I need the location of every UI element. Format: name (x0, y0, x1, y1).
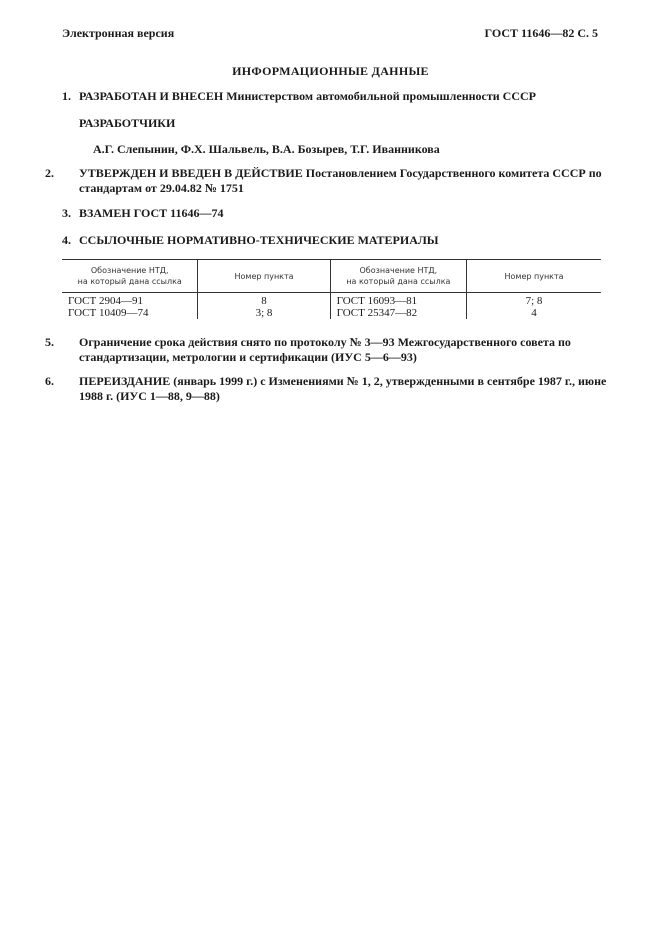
header-ntd-line2: на который дана ссылка (346, 277, 451, 286)
developers-list: А.Г. Слепынин, Ф.Х. Шальвель, В.А. Бозырев, Т.Г. Иванникова (93, 142, 440, 156)
cell-ntd: ГОСТ 10409—74 (62, 307, 198, 319)
section-number: 2. (45, 166, 54, 180)
header-ntd-line1: Обозначение НТД, (359, 266, 438, 275)
developers-heading: РАЗРАБОТЧИКИ (79, 116, 176, 130)
header-standard-page: ГОСТ 11646—82 С. 5 (484, 26, 598, 40)
section-number: 4. (62, 233, 71, 247)
section-1 (62, 89, 600, 104)
header-ntd-line1: Обозначение НТД, (90, 266, 169, 275)
cell-item: 3; 8 (198, 307, 330, 319)
section-text: ССЫЛОЧНЫЕ НОРМАТИВНО-ТЕХНИЧЕСКИЕ МАТЕРИАЛЫ (79, 233, 439, 247)
cell-item: 4 (531, 307, 537, 319)
section-6 (45, 374, 617, 404)
section-2 (45, 166, 617, 196)
section-number: 5. (45, 335, 54, 349)
column-header-item: Номер пункта (467, 260, 601, 293)
section-text: ПЕРЕИЗДАНИЕ (январь 1999 г.) с Изменениями № 1, 2, утвержденными в сентябре 1987 г., июне 1988 г. (ИУС 1—88, 9—88) (79, 374, 607, 403)
column-header-ntd (330, 260, 466, 293)
section-text: РАЗРАБОТАН И ВНЕСЕН Министерством автомобильной промышленности СССР (79, 89, 536, 103)
cell-item: 7; 8 (525, 295, 543, 307)
section-text: УТВЕРЖДЕН И ВВЕДЕН В ДЕЙСТВИЕ Постановлением Государственного комитета СССР по стандартам от 29.04.82 № 1751 (79, 166, 602, 195)
cell-ntd: ГОСТ 2904—91 (62, 293, 198, 308)
section-5 (45, 335, 617, 365)
table-row (62, 307, 601, 319)
header-ntd-line2: на который дана ссылка (77, 277, 182, 286)
cell-item: 8 (198, 293, 330, 308)
cell-ntd: ГОСТ 25347—82 (330, 307, 466, 319)
header-edition-label: Электронная версия (62, 26, 175, 40)
section-number: 6. (45, 374, 54, 388)
section-3 (62, 206, 600, 221)
section-text: Ограничение срока действия снято по протоколу № 3—93 Межгосударственного совета по стандартизации, метрологии и сертификации (ИУС 5—6—93) (79, 335, 571, 364)
section-number: 3. (62, 206, 71, 220)
section-number: 1. (62, 89, 71, 103)
section-4 (62, 233, 600, 248)
page-title: ИНФОРМАЦИОННЫЕ ДАННЫЕ (232, 64, 429, 78)
cell-ntd: ГОСТ 16093—81 (330, 293, 466, 308)
column-header-item: Номер пункта (198, 260, 330, 293)
table-row (62, 293, 601, 308)
table-header-row (62, 260, 601, 293)
column-header-ntd (62, 260, 198, 293)
section-text: ВЗАМЕН ГОСТ 11646—74 (79, 206, 224, 220)
ntd-reference-table (62, 259, 601, 319)
